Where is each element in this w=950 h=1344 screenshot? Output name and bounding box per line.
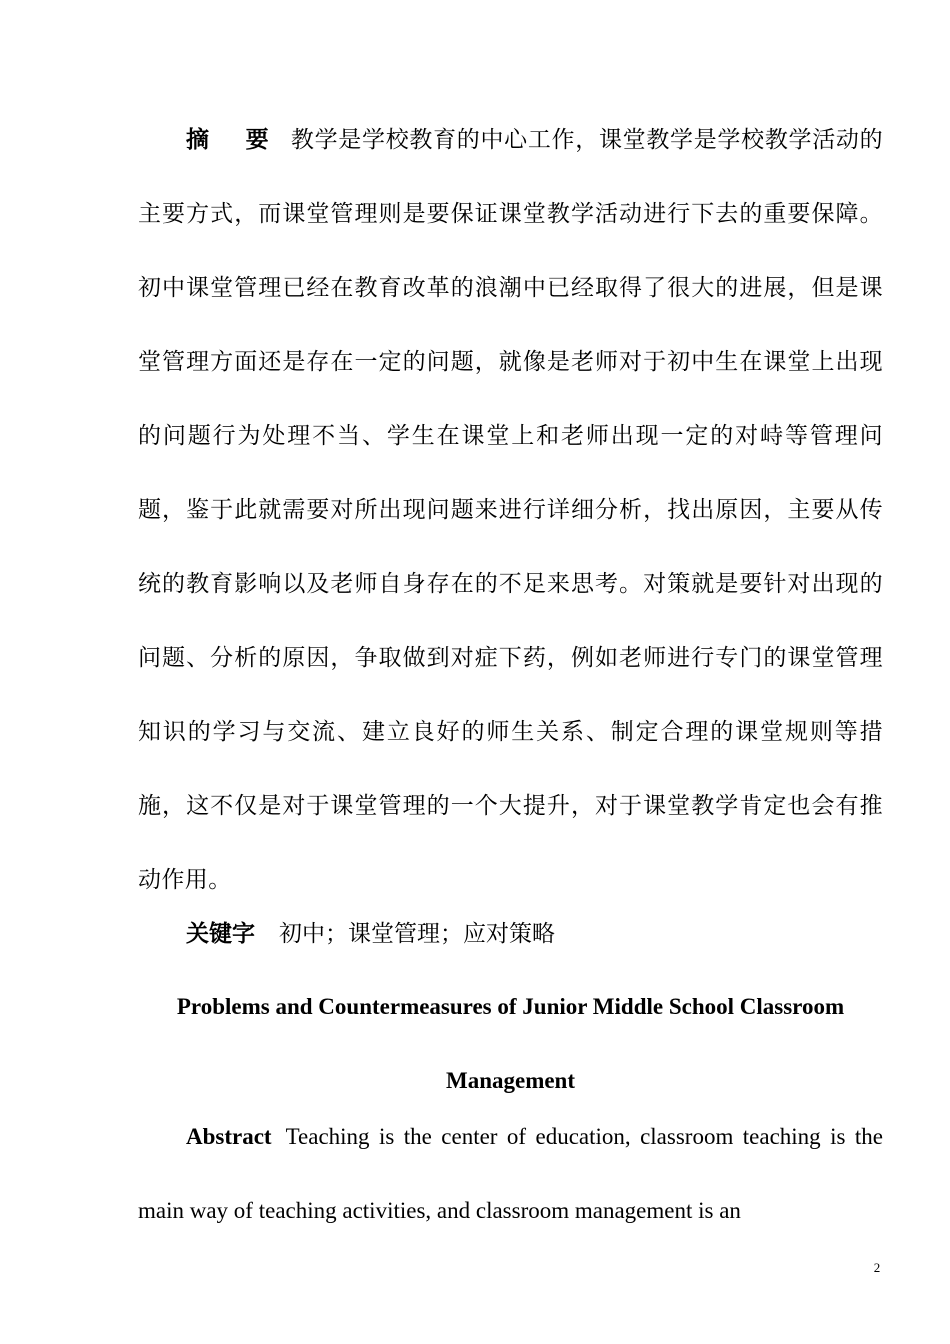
english-title: Problems and Countermeasures of Junior Middle School Classroom Management: [176, 994, 845, 1093]
english-abstract-text: Teaching is the center of education, classroom teaching is the main way of teaching activities, and classroom management is an: [138, 1124, 883, 1223]
chinese-abstract-label: 摘 要: [186, 127, 283, 153]
chinese-abstract-text: 教学是学校教育的中心工作，课堂教学是学校教学活动的主要方式，而课堂管理则是要保证课堂教学活动进行下去的重要保障。初中课堂管理已经在教育改革的浪潮中已经取得了很大的进展，但是课堂管理方面还是存在一定的问题，就像是老师对于初中生在课堂上出现的问题行为处理不当、学生在课堂上和老师出现一定的对峙等管理问题，鉴于此就需要对所出现问题来进行详细分析，找出原因，主要从传统的教育影响以及老师自身存在的不足来思考。对策就是要针对出现的问题、分析的原因，争取做到对症下药，例如老师进行专门的课堂管理知识的学习与交流、建立良好的师生关系、制定合理的课堂规则等措施，这不仅是对于课堂管理的一个大提升，对于课堂教学肯定也会有推动作用。: [138, 127, 884, 893]
chinese-keywords-line: [186, 908, 886, 960]
english-abstract-label: Abstract: [186, 1124, 272, 1149]
english-abstract-paragraph: [138, 1100, 883, 1248]
chinese-keywords-text: 初中；课堂管理；应对策略: [279, 921, 555, 947]
chinese-keywords-label: 关键字: [186, 921, 255, 947]
chinese-abstract-paragraph: [138, 103, 883, 917]
page-number: 2: [873, 1260, 881, 1275]
